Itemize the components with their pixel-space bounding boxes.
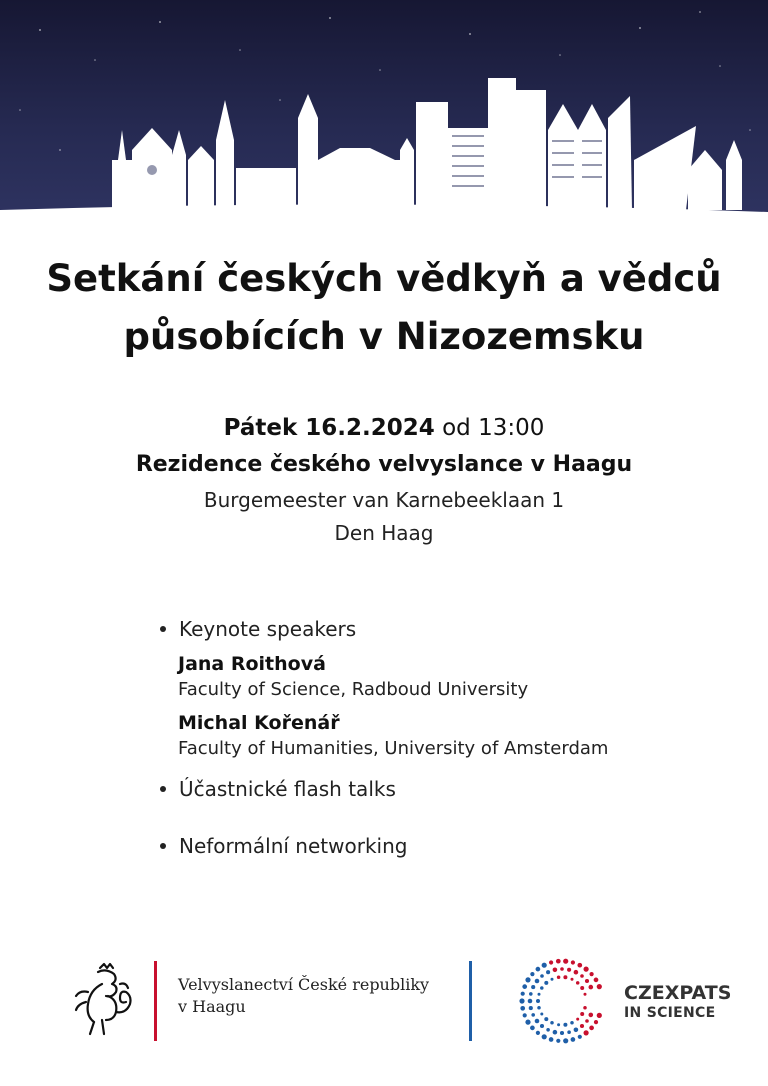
event-datetime bbox=[0, 410, 768, 446]
logo-dot bbox=[537, 1006, 541, 1010]
logo-dot bbox=[531, 985, 535, 989]
logo-dot bbox=[536, 1031, 540, 1035]
list-item bbox=[160, 617, 760, 641]
logo-dot bbox=[540, 1024, 544, 1028]
czexpats-logo-icon bbox=[512, 954, 612, 1048]
logo-dot bbox=[531, 1013, 535, 1017]
event-date: Pátek 16.2.2024 bbox=[223, 415, 435, 441]
event-details bbox=[0, 410, 768, 550]
logo-dot bbox=[519, 998, 524, 1003]
logo-dot bbox=[525, 1020, 530, 1025]
logo-dot bbox=[580, 986, 584, 990]
logo-dot bbox=[550, 1021, 554, 1025]
logo-dot bbox=[574, 970, 579, 975]
logo-dot bbox=[546, 970, 550, 974]
logo-dot bbox=[536, 967, 541, 972]
logo-dot bbox=[530, 972, 534, 976]
event-venue: Rezidence českého velvyslance v Haagu bbox=[135, 452, 633, 477]
event-address: Burgemeester van Karnebeeklaan 1 bbox=[203, 488, 565, 512]
logo-dot bbox=[571, 960, 575, 964]
speaker-name: Michal Kořenář bbox=[178, 712, 340, 734]
logo-dot bbox=[521, 992, 525, 996]
logo-dot bbox=[583, 1006, 587, 1010]
logo-dot bbox=[551, 978, 554, 981]
logo-dot bbox=[585, 979, 589, 983]
speaker-affiliation: Faculty of Science, Radboud University bbox=[178, 679, 529, 700]
czech-lion-emblem-icon bbox=[72, 962, 138, 1038]
event-time: od 13:00 bbox=[442, 415, 545, 441]
embassy-line-2: v Haagu bbox=[178, 997, 246, 1016]
logo-dot bbox=[584, 967, 589, 972]
logo-dot bbox=[544, 1017, 548, 1021]
logo-dot bbox=[563, 1023, 567, 1027]
logo-dot bbox=[584, 1030, 589, 1035]
logo-dot bbox=[530, 1026, 535, 1031]
logo-dot bbox=[589, 1013, 594, 1018]
logo-dot bbox=[580, 974, 584, 978]
czexpats-wordmark bbox=[624, 983, 731, 1023]
logo-dot bbox=[594, 1020, 598, 1024]
program-item-keynote: Keynote speakers bbox=[179, 617, 357, 641]
logo-dot bbox=[557, 1023, 560, 1026]
logo-dot bbox=[538, 993, 541, 996]
logo-dot bbox=[546, 1028, 550, 1032]
embassy-line-1: Velvyslanectví České republiky bbox=[178, 975, 430, 994]
list-item bbox=[160, 834, 760, 858]
program-item-networking: Neformální networking bbox=[179, 834, 408, 858]
logo-dot bbox=[535, 979, 540, 984]
embassy-name bbox=[178, 974, 429, 1018]
logo-dot bbox=[585, 1019, 589, 1023]
logo-dot bbox=[570, 1021, 574, 1025]
logo-dot bbox=[556, 1039, 560, 1043]
bullet-dot bbox=[160, 626, 166, 632]
logo-dot bbox=[580, 1012, 584, 1016]
header-banner bbox=[0, 0, 768, 215]
logo-dot bbox=[567, 968, 571, 972]
logo-dot bbox=[557, 975, 561, 979]
logo-dot bbox=[540, 1013, 543, 1016]
logo-dot bbox=[589, 1026, 594, 1031]
logo-dot bbox=[549, 1037, 554, 1042]
logo-dot bbox=[540, 974, 544, 978]
logo-dot bbox=[553, 968, 558, 973]
logo-dot bbox=[574, 1028, 579, 1033]
program-list bbox=[160, 617, 760, 858]
logo-dot bbox=[590, 972, 594, 976]
city-skyline bbox=[0, 0, 768, 215]
embassy-divider bbox=[154, 961, 157, 1041]
partner-divider bbox=[469, 961, 472, 1041]
logo-dot bbox=[580, 1024, 584, 1028]
logo-dot bbox=[563, 975, 567, 979]
bullet-dot bbox=[160, 843, 166, 849]
title-line-2: působících v Nizozemsku bbox=[123, 315, 645, 358]
logo-dot bbox=[578, 1035, 582, 1039]
title-line-1: Setkání českých vědkyň a vědců bbox=[46, 257, 722, 300]
logo-dot bbox=[589, 985, 594, 990]
event-city: Den Haag bbox=[334, 521, 434, 545]
logo-dot bbox=[544, 981, 548, 985]
logo-dot bbox=[520, 1006, 525, 1011]
program-item-flash-talks: Účastnické flash talks bbox=[179, 777, 396, 801]
logo-dot bbox=[597, 1013, 602, 1018]
list-item bbox=[160, 777, 760, 801]
logo-dot bbox=[571, 1037, 576, 1042]
logo-dot bbox=[560, 1031, 564, 1035]
logo-dot bbox=[523, 1013, 527, 1017]
logo-dot bbox=[584, 993, 587, 996]
speaker-affiliation: Faculty of Humanities, University of Amsterdam bbox=[178, 738, 609, 759]
bullet-dot bbox=[160, 786, 166, 792]
logo-dot bbox=[576, 981, 580, 985]
logo-dot bbox=[542, 963, 547, 968]
speaker-name: Jana Roithová bbox=[178, 653, 326, 675]
logo-dot bbox=[556, 959, 561, 964]
logo-dot bbox=[563, 1038, 568, 1043]
logo-dot bbox=[563, 959, 568, 964]
logo-dot bbox=[594, 978, 599, 983]
logo-dot bbox=[535, 1019, 540, 1024]
logo-dot bbox=[577, 963, 582, 968]
partner-line-1: CZEXPATS bbox=[624, 982, 732, 1004]
logo-dot bbox=[567, 1030, 571, 1034]
logo-dot bbox=[536, 999, 540, 1003]
page-title bbox=[0, 250, 768, 366]
logo-dot bbox=[528, 999, 533, 1004]
logo-dot bbox=[553, 1030, 558, 1035]
logo-dot bbox=[525, 977, 530, 982]
logo-dot bbox=[540, 986, 544, 990]
logo-dot bbox=[560, 967, 564, 971]
logo-dot bbox=[549, 960, 553, 964]
logo-dot bbox=[576, 1018, 579, 1021]
logo-dot bbox=[522, 984, 527, 989]
logo-dot bbox=[529, 1006, 533, 1010]
logo-dot bbox=[571, 978, 574, 981]
logo-dot bbox=[529, 992, 533, 996]
partner-line-2: IN SCIENCE bbox=[624, 1005, 716, 1021]
logo-dot bbox=[597, 984, 602, 989]
logo-dot bbox=[542, 1034, 547, 1039]
